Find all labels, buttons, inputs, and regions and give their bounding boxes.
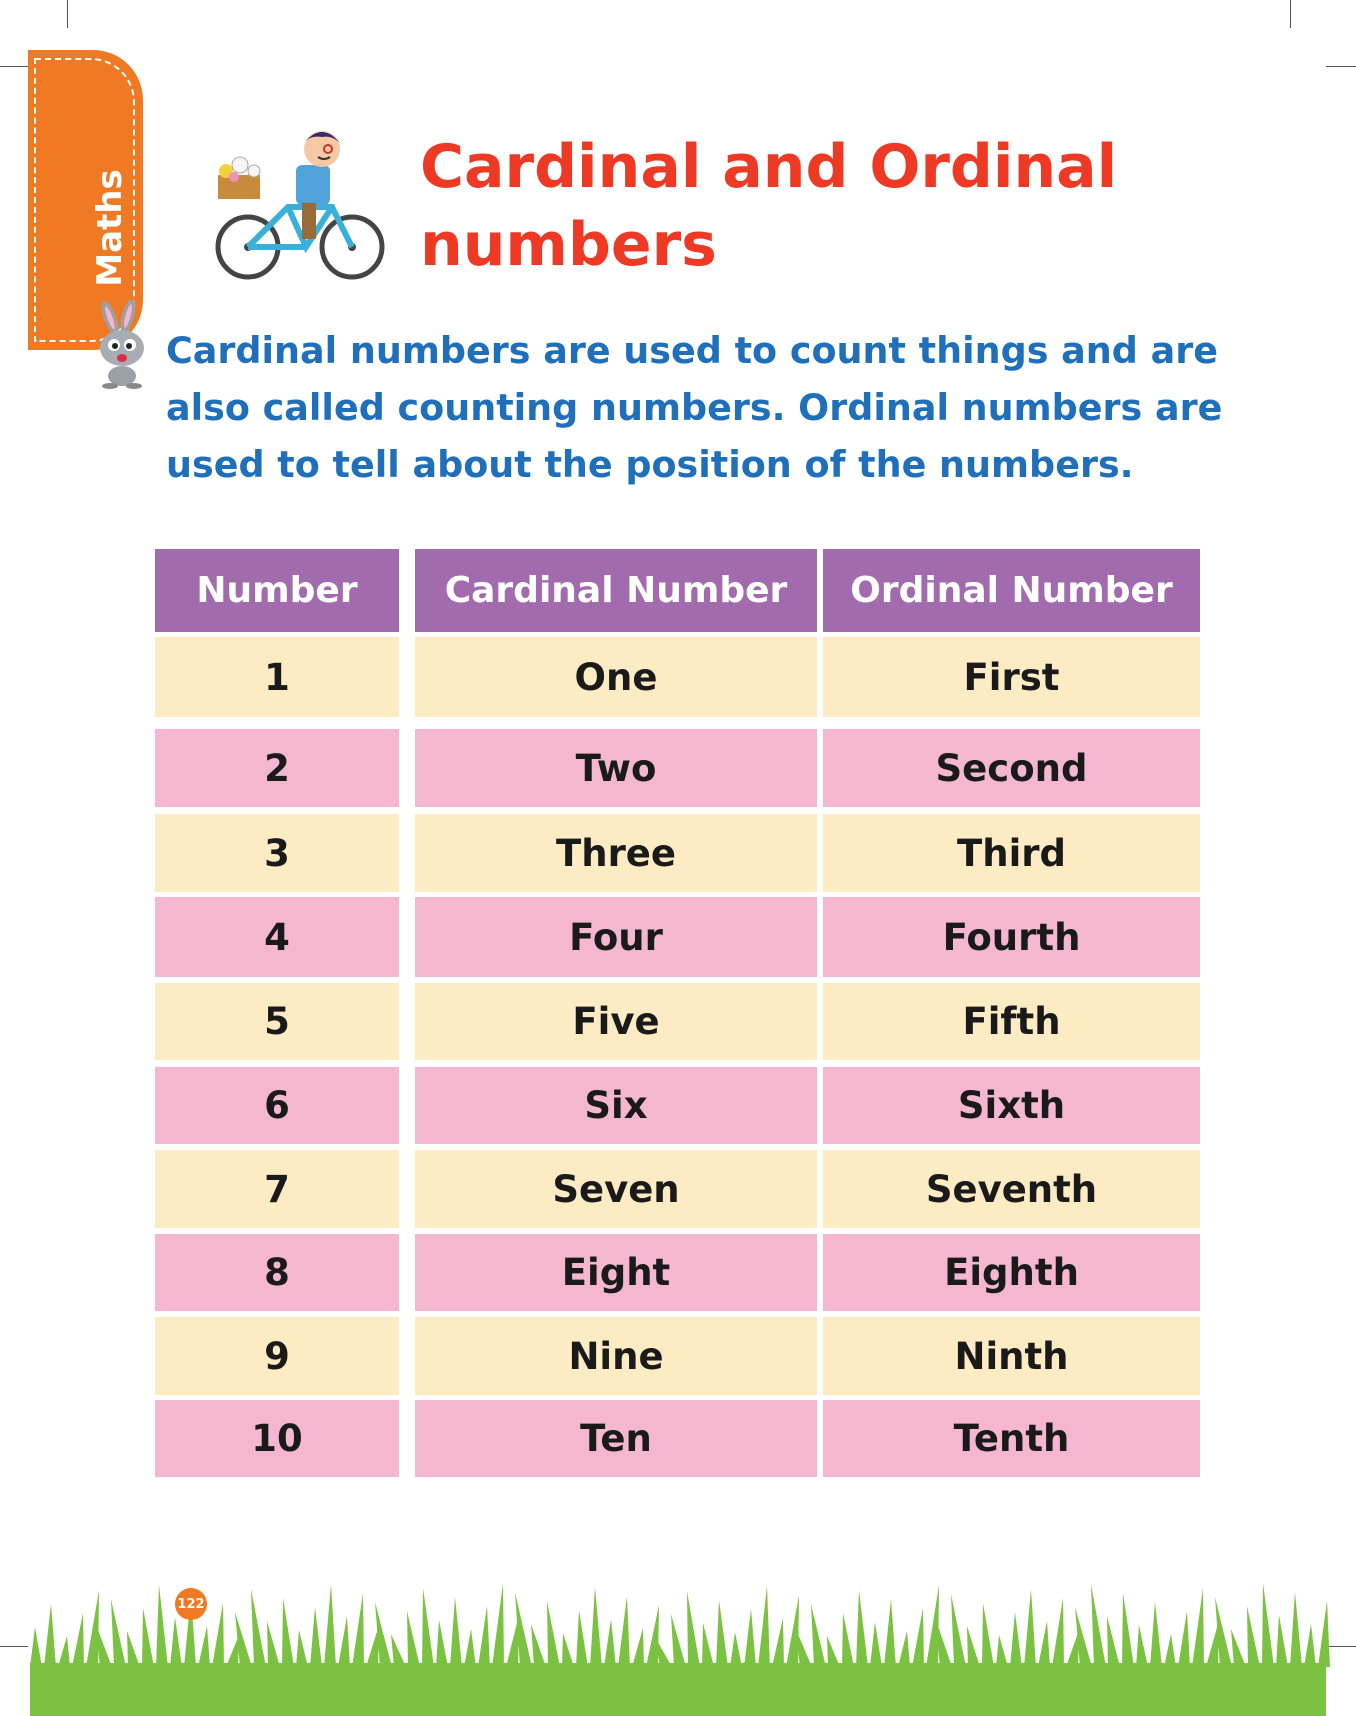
cell-cardinal: Two — [415, 729, 817, 807]
cell-ordinal: Fifth — [823, 983, 1200, 1060]
cell-ordinal: First — [823, 637, 1200, 717]
cell-number: 8 — [155, 1234, 399, 1311]
intro-paragraph: Cardinal numbers are used to count things and are also called counting numbers. Ordinal numbers are used to tell about the position of the numbers. — [166, 329, 1223, 486]
cell-number: 5 — [155, 983, 399, 1060]
cell-number: 3 — [155, 814, 399, 892]
cell-number: 1 — [155, 637, 399, 717]
cell-ordinal: Second — [823, 729, 1200, 807]
table-row — [155, 1150, 1200, 1228]
cell-number: 4 — [155, 897, 399, 977]
cell-cardinal: Ten — [415, 1400, 817, 1477]
cell-ordinal: Ninth — [823, 1317, 1200, 1395]
cell-cardinal: Four — [415, 897, 817, 977]
cell-ordinal: Sixth — [823, 1067, 1200, 1144]
table-row — [155, 1234, 1200, 1311]
page-number-badge: 122 — [175, 1588, 207, 1620]
table-row — [155, 1067, 1200, 1144]
table-row — [155, 983, 1200, 1060]
boy-on-bicycle-icon — [210, 125, 390, 285]
table-header-row — [155, 549, 1200, 632]
cell-number: 6 — [155, 1067, 399, 1144]
cell-number: 9 — [155, 1317, 399, 1395]
cell-ordinal: Seventh — [823, 1150, 1200, 1228]
crop-mark — [67, 0, 68, 28]
cell-ordinal: Fourth — [823, 897, 1200, 977]
cell-number: 10 — [155, 1400, 399, 1477]
cell-number: 2 — [155, 729, 399, 807]
cell-ordinal: Eighth — [823, 1234, 1200, 1311]
cell-cardinal: Eight — [415, 1234, 817, 1311]
cell-cardinal: Three — [415, 814, 817, 892]
cell-ordinal: Tenth — [823, 1400, 1200, 1477]
crop-mark — [1290, 0, 1291, 28]
table-row — [155, 637, 1200, 717]
cell-cardinal: One — [415, 637, 817, 717]
cell-cardinal: Five — [415, 983, 817, 1060]
cell-cardinal: Nine — [415, 1317, 817, 1395]
header-number: Number — [155, 549, 399, 632]
cell-cardinal: Six — [415, 1067, 817, 1144]
header-cardinal-number: Cardinal Number — [415, 549, 817, 632]
header-ordinal-number: Ordinal Number — [823, 549, 1200, 632]
cell-ordinal: Third — [823, 814, 1200, 892]
table-row — [155, 1317, 1200, 1395]
cell-cardinal: Seven — [415, 1150, 817, 1228]
crop-mark — [0, 66, 28, 67]
cell-number: 7 — [155, 1150, 399, 1228]
table-row — [155, 814, 1200, 892]
bunny-icon — [88, 300, 160, 390]
subject-tab-label: Maths — [90, 169, 130, 287]
crop-mark — [1326, 66, 1356, 67]
page-title: Cardinal and Ordinal numbers — [420, 132, 1118, 280]
table-row — [155, 1400, 1200, 1477]
table-row — [155, 729, 1200, 807]
table-row — [155, 897, 1200, 977]
